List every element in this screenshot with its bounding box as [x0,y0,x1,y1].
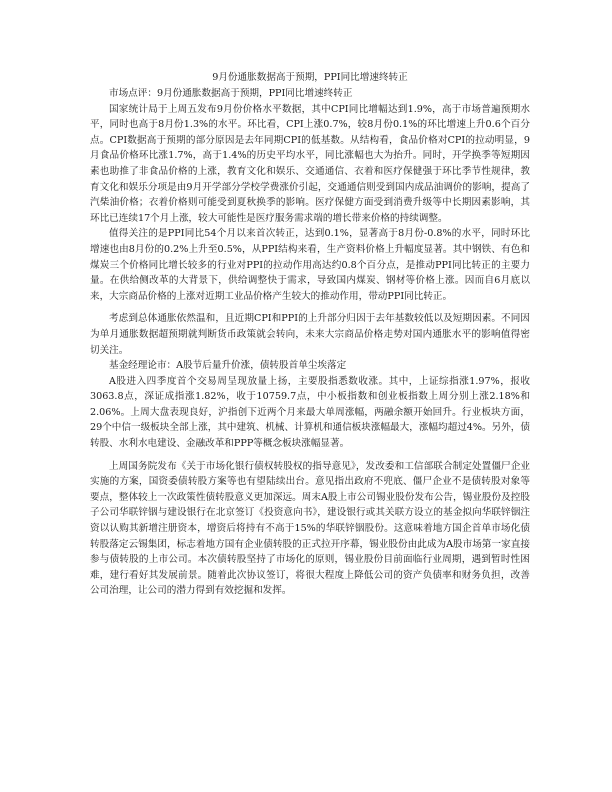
document-page [90,70,530,599]
section-heading-fund-manager: 基金经理论市：A股节后量升价涨，债转股首单尘埃落定 [109,360,347,372]
paragraph-debt-to-equity: 上周国务院发布《关于市场化银行债权转股权的指导意见》，发改委和工信部联合制定处置僵尸企业实施的方案，国资委债转股方案等也有望陆续出台。意见指出政府不兜底、僵尸企业不是债转股对象等要点，整体较上一次政策性债转股意义更加深远。周末A股上市公司锡业股份发布公告，锡业股份及控股子公司华联锌铟与建设银行在北京签订《投资意向书》，建设银行或其关联方设立的基金拟向华联锌铟注资以认购其新增注册资本，增资后将持有不高于15%的华联锌铟股份。这意味着地方国企首单市场化债转股落定云锡集团，标志着地方国有企业债转股的正式拉开序幕，锡业股份由此成为A股市场第一家直接参与债转股的上市公司。本次债转股坚持了市场化的原则，锡业股份目前面临行业周期，遇到暂时性困难，建行看好其发展前景。随着此次协议签订，将很大程度上降低公司的资产负债率和财务负担，改善公司治理，让公司的潜力得到有效挖掘和发挥。 [90,460,530,597]
spacer [90,304,530,311]
paragraph-ppi: 值得关注的是PPI同比54个月以来首次转正，达到0.1%，显著高于8月份-0.8%的水平，同时环比增速也由8月份的0.2%上升至0.5%，从PPI结构来看，生产资料价格上升幅度显著。其中钢铁、有色和煤炭三个价格同比增长较多的行业对PPI的拉动作用高达约0.8个百分点，是推动PPI同比转正的主要力量。在供给侧改革的大背景下，供给调整快于需求，导致国内煤炭、钢材等价格上涨。因而自6月底以来，大宗商品价格的上涨对近期工业品价格产生较大的推动作用，带动PPI同比转正。 [90,228,530,302]
document-title: 9月份通胀数据高于预期，PPI同比增速终转正 [212,72,408,83]
section-heading-market-review: 市场点评：9月份通胀数据高于预期，PPI同比增速终转正 [109,88,353,99]
paragraph-outlook: 考虑到总体通胀依然温和，且近期CPI和PPI的上升部分归因于去年基数较低以及短期因素。不同因为单月通胀数据超预期就判断货币政策就会转向，未来大宗商品价格走势对国内通胀水平的影响值得密切关注。 [90,313,530,356]
spacer [90,452,530,459]
paragraph-cpi: 国家统计局于上周五发布9月份价格水平数据，其中CPI同比增幅达到1.9%，高于市场普遍预期水平，同时也高于8月份1.3%的水平。环比看，CPI上涨0.7%，较8月份0.1%的环比增速上升0.6个百分点。CPI数据高于预期的部分原因是去年同期CPI的低基数。从结构看，食品价格对CPI的拉动明显，9月食品价格环比涨1.7%，高于1.4%的历史平均水平，同比涨幅也大为抬升。同时，开学换季等短期因素也助推了非食品价格的上涨，教育文化和娱乐、交通通信、衣着和医疗保健强于环比季节性规律，教育文化和娱乐分项是由9月开学部分学校学费涨价引起，交通通信则受到国内成品油调价的影响，提高了汽柴油价格；衣着价格则可能受到夏秋换季的影响。医疗保健方面受到消费升级等中长期因素影响，其环比已连续17个月上涨，较大可能性是医疗服务需求端的增长带来价格的持续调整。 [90,103,530,224]
paragraph-a-share-market: A股进入四季度首个交易周呈现放量上扬，主要股指悉数收涨。其中，上证综指涨1.97%，报收3063.8点，深证成指涨1.82%，收于10759.7点，中小板指数和创业板指数上周分别上涨2.18%和2.06%。上周大盘表现良好，沪指创下近两个月来最大单周涨幅，两融余额开始回升。行业板块方面，29个中信一级板块全部上涨，其中建筑、机械、计算机和通信板块涨幅最大，涨幅均超过4%。另外，债转股、水利水电建设、金融改革和PPP等概念板块涨幅显著。 [90,375,530,450]
